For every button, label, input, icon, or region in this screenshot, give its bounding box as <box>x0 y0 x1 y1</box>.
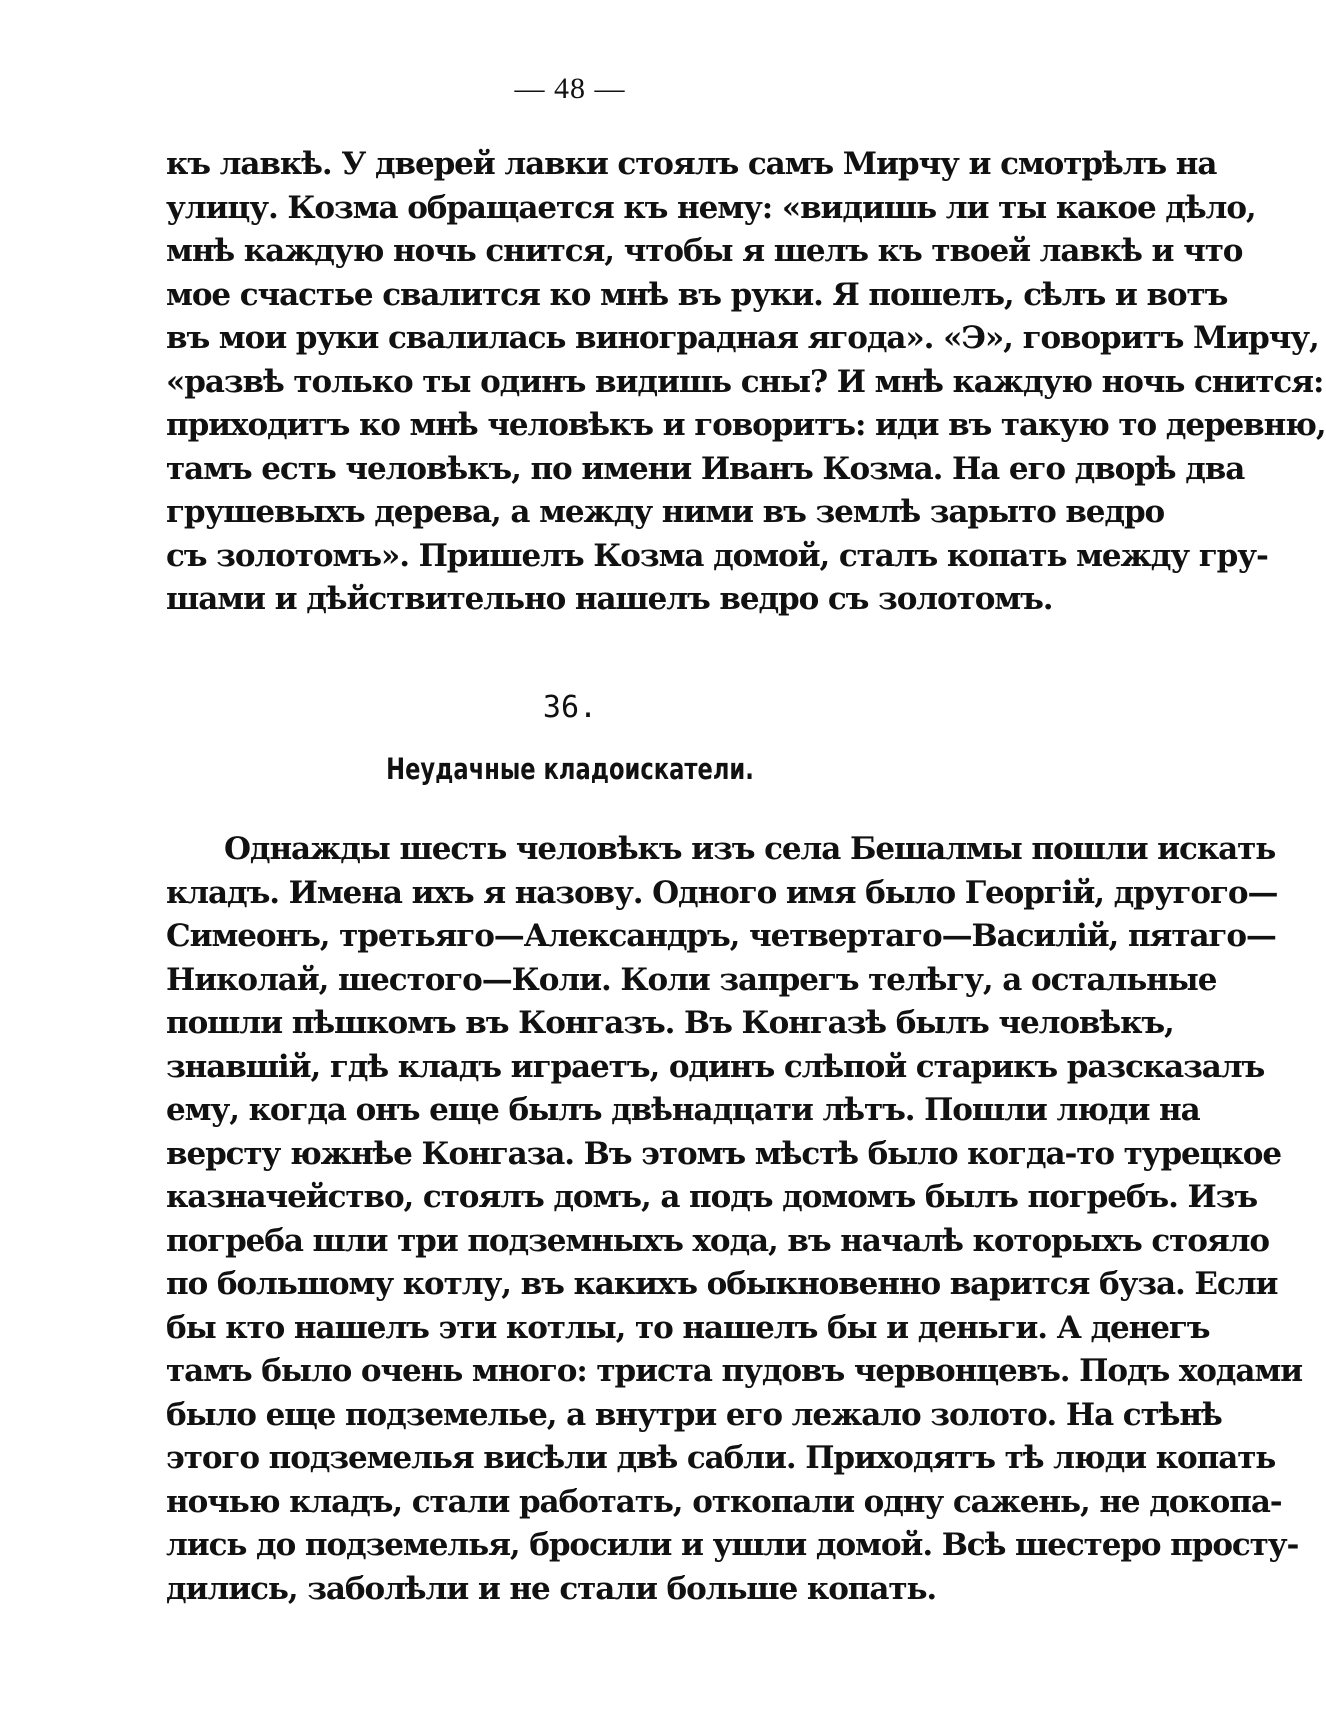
text-line: ночью кладъ, стали работать, откопали одну сажень, не докопа- <box>166 1483 1282 1520</box>
continued-paragraph <box>166 143 1326 622</box>
text-line: казначейство, стоялъ домъ, а подъ домомъ былъ погребъ. Изъ <box>166 1179 1258 1215</box>
text-line: версту южнѣе Конгаза. Въ этомъ мѣстѣ было когда-то турецкое <box>166 1135 1281 1172</box>
text-line: бы кто нашелъ эти котлы, то нашелъ бы и деньги. А денегъ <box>166 1309 1210 1346</box>
text-line: этого подземелья висѣли двѣ сабли. Приходятъ тѣ люди копать <box>166 1440 1276 1476</box>
text-line: Однажды шесть человѣкъ изъ села Бешалмы пошли искать <box>224 831 1276 867</box>
text-line: ему, когда онъ еще былъ двѣнадцати лѣтъ. Пошли люди на <box>166 1092 1200 1128</box>
text-line: къ лавкѣ. У дверей лавки стоялъ самъ Мирчу и смотрѣлъ на <box>166 146 1217 182</box>
text-line: пошли пѣшкомъ въ Конгазъ. Въ Конгазѣ былъ человѣкъ, <box>166 1005 1174 1041</box>
text-line: мое счастье свалится ко мнѣ въ руки. Я пошелъ, сѣлъ и вотъ <box>166 276 1228 313</box>
text-line: Симеонъ, третьяго—Александръ, четвертаго—Василій, пятаго— <box>166 918 1276 954</box>
text-line: кладъ. Имена ихъ я назову. Одного имя было Георгій, другого— <box>166 874 1278 911</box>
text-line: шами и дѣйствительно нашелъ ведро съ золотомъ. <box>166 581 1053 617</box>
text-line: тамъ есть человѣкъ, по имени Иванъ Козма. На его дворѣ два <box>166 450 1245 487</box>
text-line: по большому котлу, въ какихъ обыкновенно варится буза. Если <box>166 1266 1278 1302</box>
section-title: Неудачные кладоискатели. <box>386 752 754 786</box>
text-line: Николай, шестого—Коли. Коли запрегъ телѣгу, а остальные <box>166 961 1217 998</box>
story-paragraph <box>166 828 1303 1611</box>
text-line: «развѣ только ты одинъ видишь сны? И мнѣ каждую ночь снится: <box>166 363 1324 400</box>
text-line: тамъ было очень много: триста пудовъ червонцевъ. Подъ ходами <box>166 1353 1303 1389</box>
text-line: дились, заболѣли и не стали больше копать. <box>166 1570 937 1607</box>
text-line: погреба шли три подземныхъ хода, въ началѣ которыхъ стояло <box>166 1222 1269 1259</box>
text-line: было еще подземелье, а внутри его лежало золото. На стѣнѣ <box>166 1396 1222 1433</box>
text-line: въ мои руки свалилась виноградная ягода». «Э», говоритъ Мирчу, <box>166 320 1319 356</box>
page-number: — 48 — <box>514 72 626 105</box>
text-line: знавшій, гдѣ кладъ играетъ, одинъ слѣпой старикъ разсказалъ <box>166 1048 1265 1085</box>
text-line: съ золотомъ». Пришелъ Козма домой, сталъ копать между гру- <box>166 537 1268 574</box>
section-number: 36. <box>542 690 598 725</box>
text-line: приходитъ ко мнѣ человѣкъ и говоритъ: иди въ такую то деревню, <box>166 407 1326 443</box>
text-line: грушевыхъ дерева, а между ними въ землѣ зарыто ведро <box>166 494 1165 530</box>
text-line: улицу. Козма обращается къ нему: «видишь ли ты какое дѣло, <box>166 189 1256 226</box>
text-line: лись до подземелья, бросили и ушли домой. Всѣ шестеро просту- <box>166 1527 1299 1563</box>
text-line: мнѣ каждую ночь снится, чтобы я шелъ къ твоей лавкѣ и что <box>166 233 1243 269</box>
